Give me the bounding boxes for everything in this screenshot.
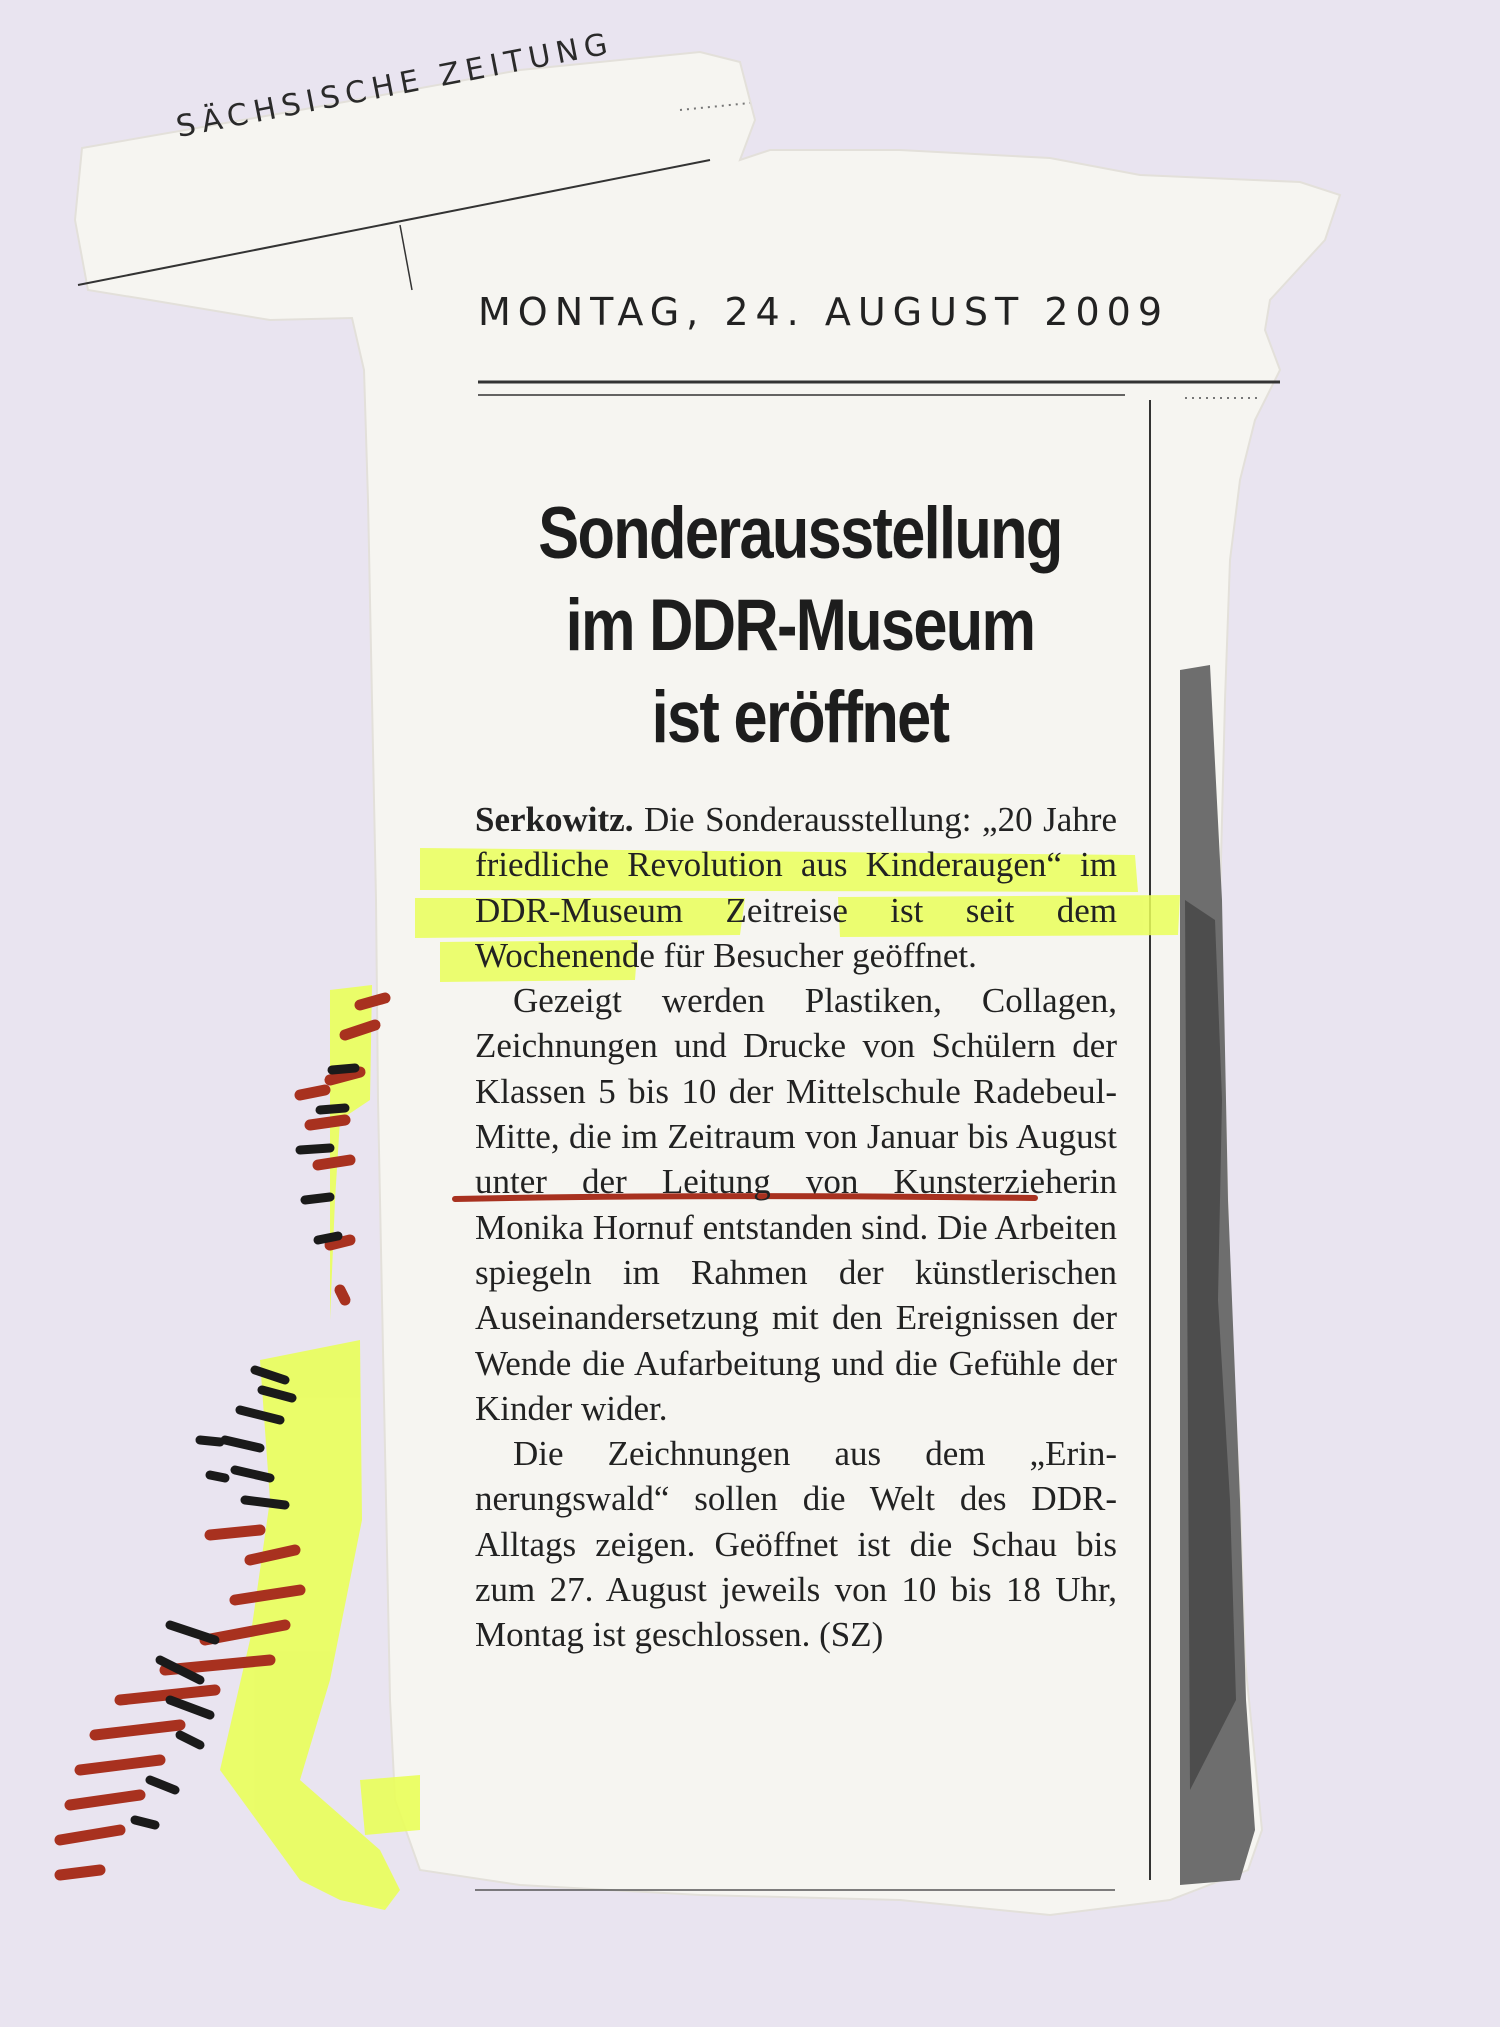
article-body xyxy=(475,797,1117,1658)
headline-line: Sonderausstellung xyxy=(538,493,1062,574)
headline xyxy=(531,488,1069,764)
masthead: SÄCHSISCHE ZEITUNG xyxy=(173,25,617,145)
paragraph-2 xyxy=(475,978,1117,1431)
lead-place: Serkowitz. xyxy=(475,800,634,839)
headline-line: ist eröffnet xyxy=(651,677,949,758)
paragraph-1 xyxy=(475,797,1117,978)
underlined-school: Mittelschule Radebeul-Mitte xyxy=(475,1071,1117,1157)
p2-a: Gezeigt werden Plastiken, Collagen, Zeichnungen und Drucke von Schülern der Klassen 5 bis 10 der xyxy=(475,981,1117,1111)
p1-intro: Die Sonderausstellung: xyxy=(633,800,983,839)
dateline: MONTAG, 24. AUGUST 2009 xyxy=(478,290,1170,334)
paragraph-3: Die Zeichnungen aus dem „Erinnerungswald“ sollen die Welt des DDR-Alltags zeigen. Geöffnet ist die Schau bis zum 27. August jeweils von 10 bis 18 Uhr, Montag ist geschlossen. (SZ) xyxy=(475,1434,1117,1655)
p1-rest: ist seit dem Wochenende für Besucher geöffnet. xyxy=(475,890,1118,975)
headline-line: im DDR-Museum xyxy=(565,585,1035,666)
p2-b: , die im Zeitraum von Januar bis August unter der Leitung von Kunsterzieherin Monika Hornuf entstanden sind. Die Arbeiten spiegeln im Rahmen der künstlerischen Auseinandersetzung mit den Ereignissen der Wende die Aufarbeitung und die Gefühle der Kinder wider. xyxy=(475,1117,1117,1428)
highlighted-title: „20 Jahre friedliche Revolution aus Kinderaugen“ im DDR-Museum Zeitreise xyxy=(475,800,1117,930)
